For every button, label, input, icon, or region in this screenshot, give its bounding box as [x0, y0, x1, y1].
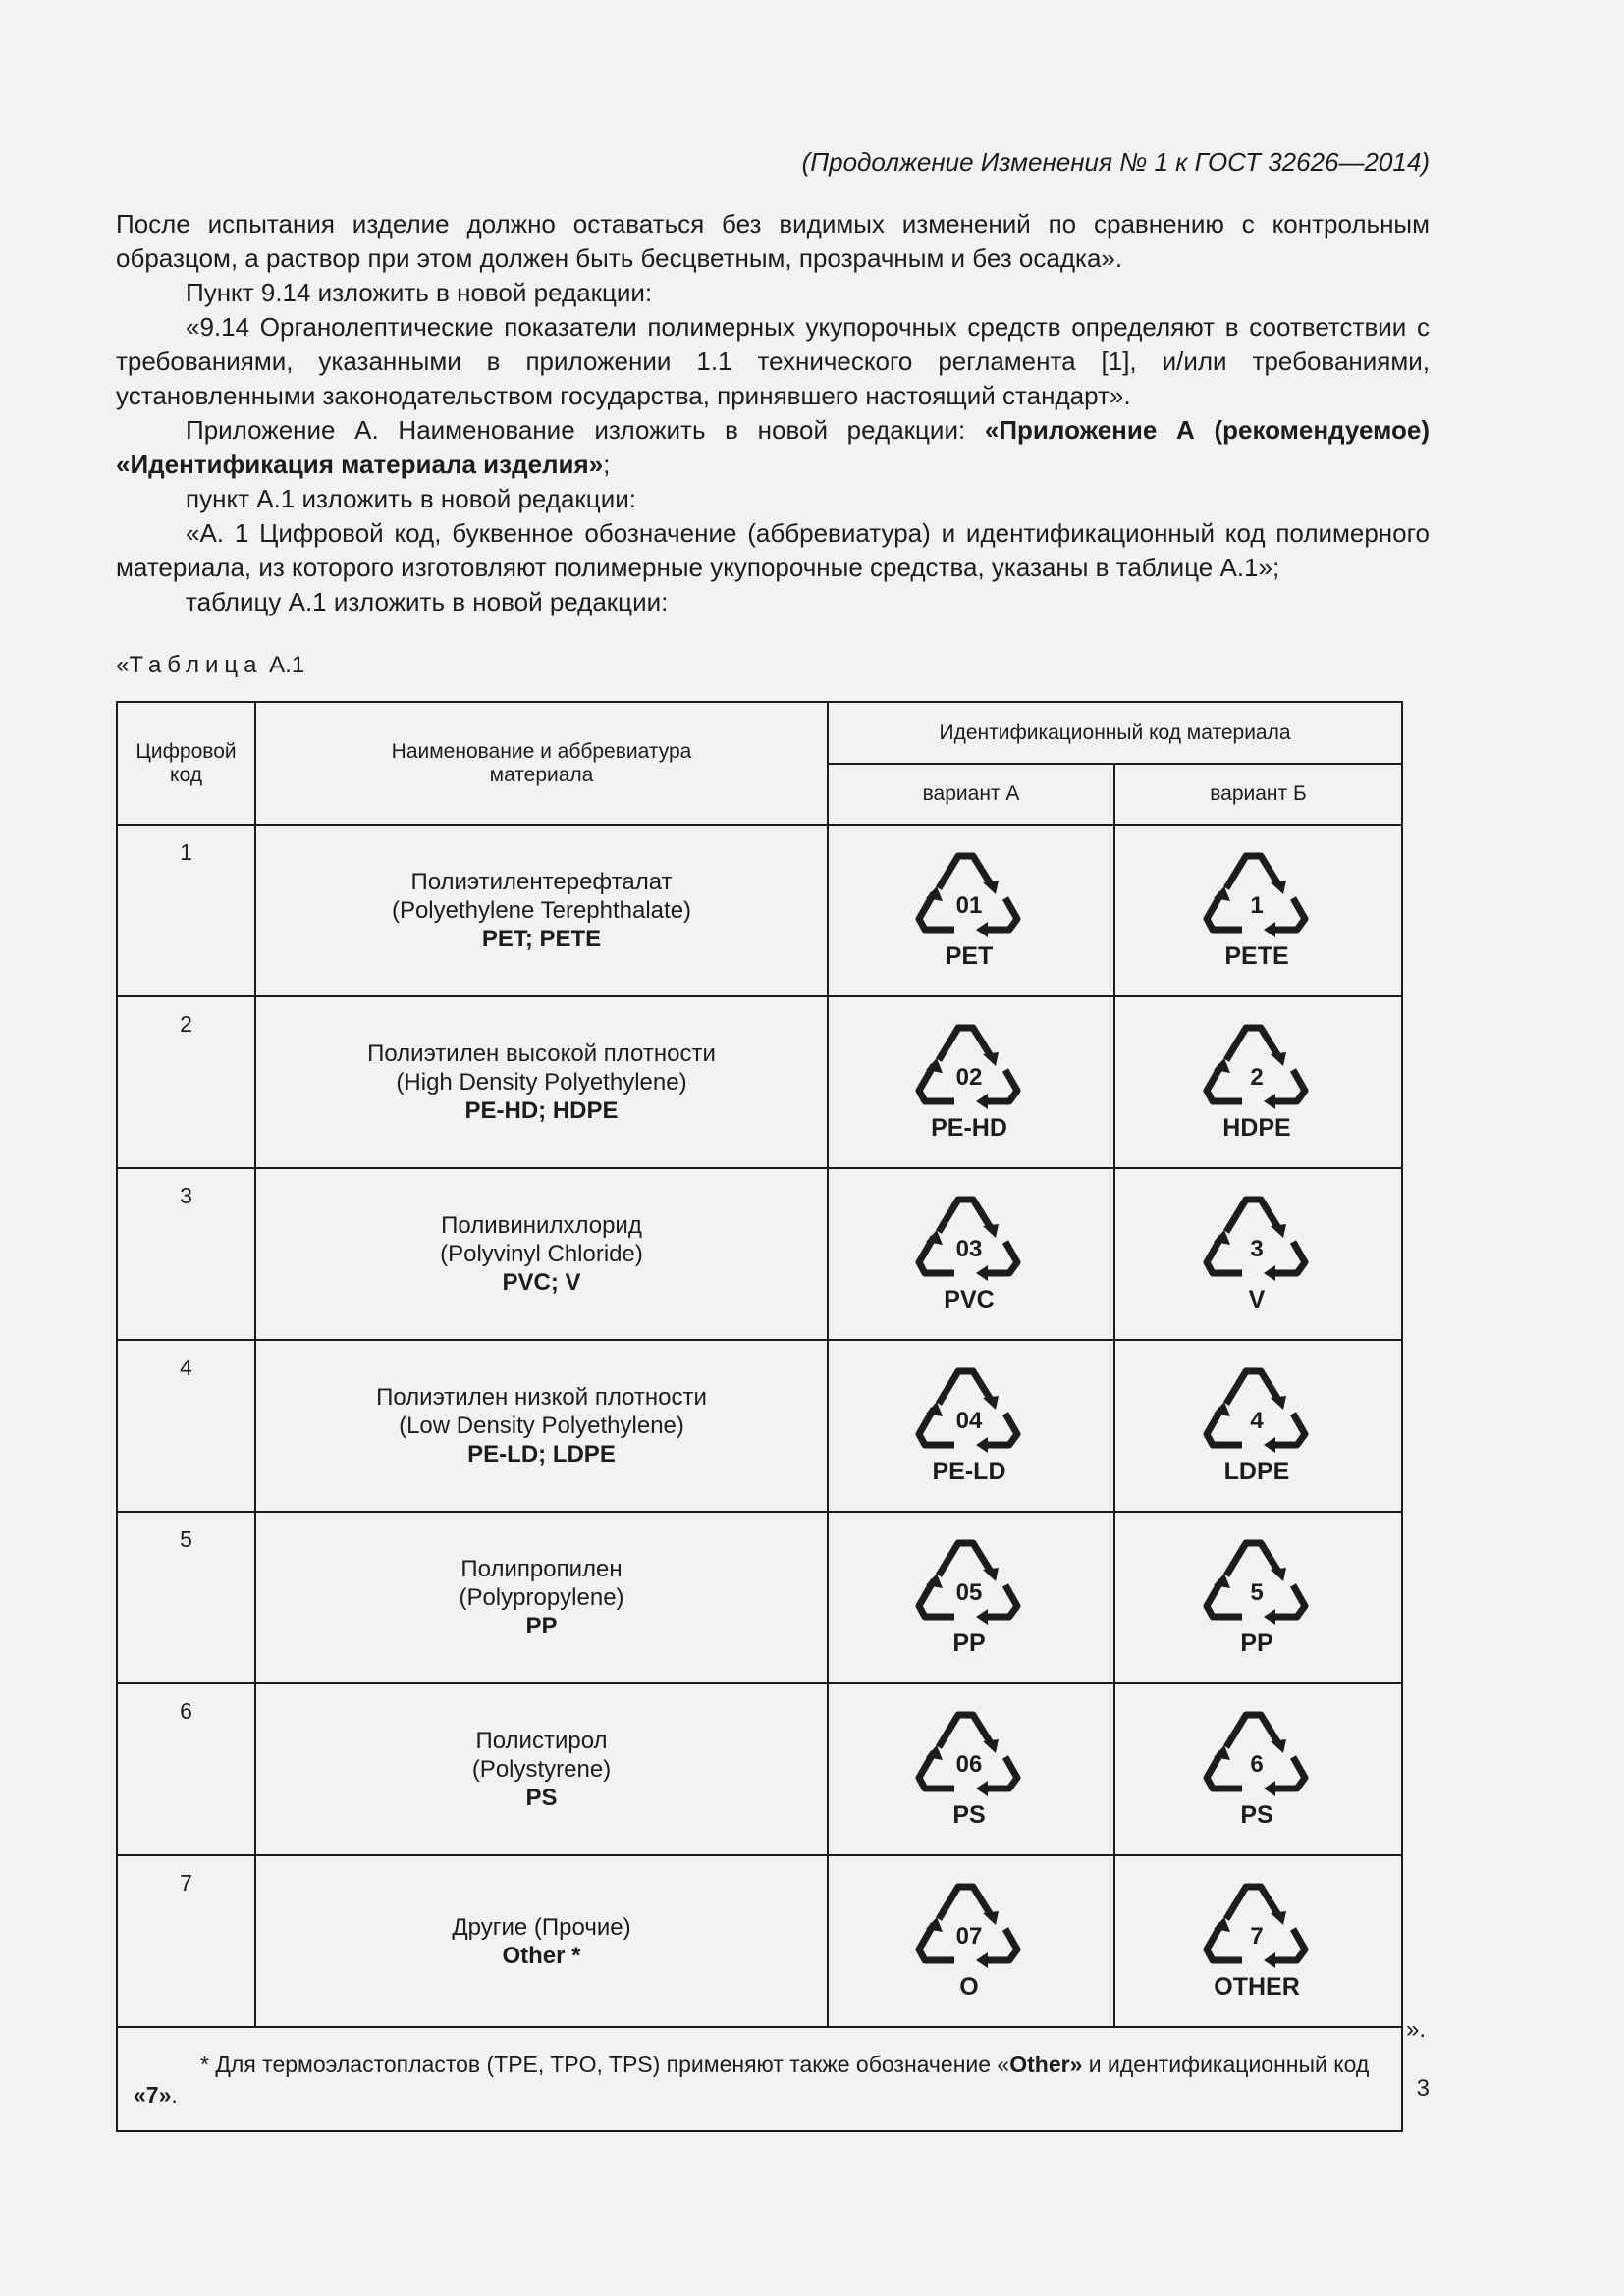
material-name-cell [255, 1683, 828, 1855]
recycling-number: 04 [955, 1407, 983, 1434]
digital-code: 2 [117, 996, 255, 1168]
variant-a-symbol-cell [828, 1168, 1114, 1340]
recycling-label: PS [1239, 1800, 1273, 1829]
recycling-symbol-icon [907, 1706, 1035, 1834]
digital-code: 7 [117, 1855, 255, 2027]
variant-a-symbol-cell [828, 1855, 1114, 2027]
recycling-symbol-icon [1195, 1878, 1323, 2005]
digital-code: 1 [117, 825, 255, 996]
recycling-label: PE-LD [932, 1457, 1006, 1485]
material-name-en: (Polyethylene Terephthalate) [391, 897, 692, 924]
digital-code: 5 [117, 1512, 255, 1683]
material-name-ru: Другие (Прочие) [452, 1913, 631, 1941]
paragraph-punct: ; [603, 450, 611, 479]
caption-prefix: « [116, 652, 130, 678]
material-name-cell [255, 1168, 828, 1340]
recycling-number: 3 [1249, 1235, 1264, 1262]
material-name-en: (Polypropylene) [459, 1584, 624, 1611]
variant-a-symbol-cell [828, 1340, 1114, 1512]
recycling-number: 01 [955, 891, 983, 919]
variant-a-symbol-cell [828, 996, 1114, 1168]
recycling-number: 2 [1249, 1063, 1264, 1091]
recycling-symbol-icon [907, 1019, 1035, 1147]
appendix-title: «Приложение А (рекомендуемое) «Идентификация материала изделия» [116, 415, 1431, 479]
recycling-label: LDPE [1223, 1457, 1289, 1485]
recycling-label: PS [952, 1800, 986, 1829]
material-abbreviation: PE-LD; LDPE [467, 1441, 616, 1468]
material-name-en: (Low Density Polyethylene) [399, 1413, 684, 1439]
recycling-label: PP [1239, 1629, 1273, 1657]
recycling-symbol-icon [907, 1362, 1035, 1490]
paragraph: «А. 1 Цифровой код, буквенное обозначение (аббревиатура) и идентификационный код полимерного материала, из которого изготовляют полимерные укупорочные средства, указаны в таблице А.1»; [116, 518, 1430, 582]
recycling-label: O [959, 1972, 979, 2001]
material-abbreviation: PVC; V [502, 1269, 581, 1296]
recycling-number: 4 [1249, 1407, 1264, 1434]
material-name-ru: Полиэтилентерефталат [410, 869, 673, 895]
body-text [116, 207, 1430, 619]
recycling-label: PE-HD [931, 1113, 1007, 1142]
variant-a-symbol-cell [828, 1683, 1114, 1855]
material-name-ru: Полиэтилен низкой плотности [376, 1384, 707, 1411]
closing-quote: ». [1406, 2016, 1427, 2043]
table-body [117, 825, 1402, 2027]
header-variant-b: вариант Б [1114, 764, 1402, 825]
header-idcode: Идентификационный код материала [828, 702, 1402, 764]
recycling-number: 1 [1249, 891, 1264, 919]
table-row [117, 1683, 1402, 1855]
paragraph: После испытания изделие должно оставаться без видимых изменений по сравнению с контрольным образцом, а раствор при этом должен быть бесцветным, прозрачным и без осадка». [116, 209, 1430, 273]
material-name-ru: Полиэтилен высокой плотности [367, 1041, 716, 1067]
material-name-ru: Полистирол [475, 1728, 608, 1754]
recycling-number: 07 [955, 1922, 983, 1949]
recycling-number: 5 [1249, 1578, 1264, 1606]
material-name-en: (High Density Polyethylene) [396, 1069, 687, 1095]
variant-b-symbol-cell [1114, 1168, 1402, 1340]
variant-a-symbol-cell [828, 1512, 1114, 1683]
paragraph: пункт А.1 изложить в новой редакции: [186, 484, 636, 513]
footnote-bold: Other» [1009, 2052, 1083, 2077]
table-row [117, 996, 1402, 1168]
paragraph: Пункт 9.14 изложить в новой редакции: [186, 278, 653, 307]
header-name-text: Наименование и аббревиатура материала [391, 739, 692, 786]
table-footnote [117, 2027, 1402, 2131]
variant-b-symbol-cell [1114, 825, 1402, 996]
table-row [117, 1855, 1402, 2027]
material-name-cell [255, 825, 828, 996]
recycling-label: OTHER [1213, 1972, 1300, 2001]
material-name-en: (Polystyrene) [471, 1756, 612, 1783]
variant-b-symbol-cell [1114, 1340, 1402, 1512]
material-abbreviation: PE-HD; HDPE [464, 1097, 619, 1124]
recycling-symbol-icon [1195, 1534, 1323, 1662]
paragraph: «9.14 Органолептические показатели полимерных укупорочных средств определяют в соответствии с требованиями, указанными в приложении 1.1 технического регламента [1], и/или требованиями, установленными законодательством государства, принявшего настоящий стандарт». [116, 312, 1430, 410]
table-row [117, 825, 1402, 996]
variant-b-symbol-cell [1114, 1512, 1402, 1683]
paragraph [116, 413, 1430, 482]
table-row [117, 1512, 1402, 1683]
material-name-cell [255, 1340, 828, 1512]
table-row [117, 1168, 1402, 1340]
recycling-label: V [1248, 1285, 1265, 1313]
recycling-symbol-icon [1195, 847, 1323, 975]
recycling-symbol-icon [1195, 1362, 1323, 1490]
recycling-symbol-icon [907, 1191, 1035, 1318]
recycling-symbol-icon [907, 1534, 1035, 1662]
footnote-text: * Для термоэластопластов (TPE, TPO, TPS) применяют также обозначение « [200, 2052, 1010, 2077]
footnote-text: и идентификационный код [1082, 2052, 1370, 2077]
variant-b-symbol-cell [1114, 1855, 1402, 2027]
footnote-text: . [171, 2082, 178, 2108]
variant-a-symbol-cell [828, 825, 1114, 996]
table-row [117, 1340, 1402, 1512]
recycling-symbol-icon [1195, 1191, 1323, 1318]
material-abbreviation: PP [525, 1613, 558, 1639]
digital-code: 6 [117, 1683, 255, 1855]
table-caption [116, 652, 304, 679]
material-table [116, 701, 1403, 2132]
material-name-ru: Поливинилхлорид [441, 1212, 642, 1239]
material-name-cell [255, 1512, 828, 1683]
recycling-number: 06 [955, 1750, 983, 1778]
recycling-label: HDPE [1221, 1113, 1291, 1142]
recycling-label: PET [945, 941, 994, 970]
recycling-number: 05 [955, 1578, 983, 1606]
material-name-en: (Polyvinyl Chloride) [440, 1241, 643, 1267]
digital-code: 4 [117, 1340, 255, 1512]
variant-b-symbol-cell [1114, 996, 1402, 1168]
recycling-symbol-icon [1195, 1019, 1323, 1147]
recycling-number: 7 [1249, 1922, 1264, 1949]
material-abbreviation: Other * [502, 1942, 581, 1969]
material-name-ru: Полипропилен [460, 1556, 623, 1582]
recycling-label: PP [952, 1629, 986, 1657]
material-abbreviation: PS [525, 1785, 558, 1811]
caption-number: А.1 [269, 652, 305, 678]
recycling-number: 6 [1249, 1750, 1264, 1778]
caption-word: Таблица [129, 652, 263, 678]
header-name [255, 702, 828, 825]
material-name-cell [255, 1855, 828, 2027]
recycling-label: PVC [944, 1285, 995, 1313]
paragraph: таблицу А.1 изложить в новой редакции: [186, 587, 669, 616]
material-name-cell [255, 996, 828, 1168]
recycling-label: PETE [1223, 941, 1289, 970]
page-header: (Продолжение Изменения № 1 к ГОСТ 32626—2014) [801, 147, 1430, 177]
page-number: 3 [1416, 2075, 1430, 2102]
header-code: Цифровой код [117, 702, 255, 825]
paragraph-text: Приложение А. Наименование изложить в новой редакции: [186, 415, 985, 445]
material-abbreviation: PET; PETE [481, 926, 602, 952]
digital-code: 3 [117, 1168, 255, 1340]
variant-b-symbol-cell [1114, 1683, 1402, 1855]
recycling-number: 03 [955, 1235, 983, 1262]
recycling-number: 02 [955, 1063, 983, 1091]
recycling-symbol-icon [1195, 1706, 1323, 1834]
recycling-symbol-icon [907, 1878, 1035, 2005]
recycling-symbol-icon [907, 847, 1035, 975]
footnote-bold: «7» [134, 2082, 172, 2108]
header-variant-a: вариант А [828, 764, 1114, 825]
